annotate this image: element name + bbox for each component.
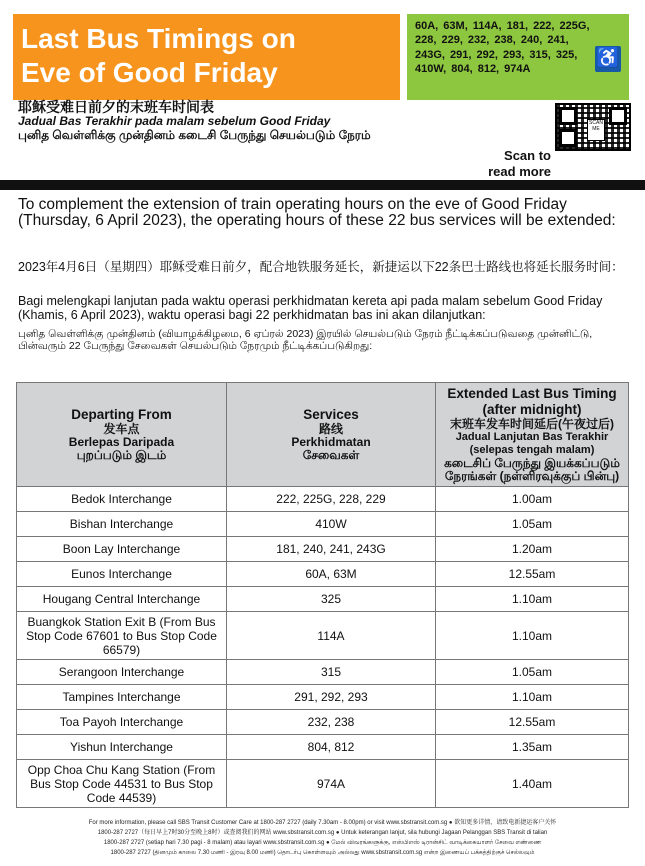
timings-table [16,382,629,808]
qr-caption [471,148,551,180]
title-line-1: Last Bus Timings on [21,23,296,54]
services-cell: 315 [227,660,436,685]
services-cell: 291, 292, 293 [227,685,436,710]
qr-finder-icon [559,107,577,125]
header-ta: சேவைகள் [302,448,360,462]
services-cell: 222, 225G, 228, 229 [227,487,436,512]
route-list: 60A, 63M, 114A, 181, 222, 225G, 228, 229, 232, 238, 240, 241, 243G, 291, 292, 293, 315, 325, 410W, 804, 812, 974A [415,20,590,75]
header-timing [436,383,629,487]
title-line-2: Eve of Good Friday [21,57,278,88]
timing-cell: 1.05am [436,512,629,537]
timing-cell: 1.20am [436,537,629,562]
table-row [17,512,629,537]
timing-cell: 1.00am [436,487,629,512]
services-cell: 325 [227,587,436,612]
departing-from-cell: Boon Lay Interchange [17,537,227,562]
header-cn: 发车点 [103,422,140,436]
services-cell: 60A, 63M [227,562,436,587]
timing-cell: 1.40am [436,760,629,808]
qr-code[interactable] [555,103,631,151]
header-cn: 末班车发车时间延后(午夜过后) [450,417,614,431]
header-en: Extended Last Bus Timing (after midnight) [447,386,617,417]
timing-cell: 1.10am [436,685,629,710]
intro-malay: Bagi melengkapi lanjutan pada waktu operasi perkhidmatan kereta api pada malam sebelum Good Friday (Khamis, 6 April 2023), waktu operasi bagi 22 perkhidmatan bas ini akan dilanjutkan: [18,294,603,322]
header-ms: Berlepas Daripada [68,435,175,449]
scan-me-badge: SCAN ME [587,119,605,141]
header-cn: 路线 [318,422,343,436]
table-row [17,760,629,808]
header-en: Departing From [71,407,172,422]
table-row [17,487,629,512]
departing-from-cell: Hougang Central Interchange [17,587,227,612]
qr-finder-icon [609,107,627,125]
table-row [17,537,629,562]
table-body [17,487,629,808]
timing-cell: 1.05am [436,660,629,685]
intro-english: To complement the extension of train operating hours on the eve of Good Friday (Thursday, 6 April 2023), the operating hours of these 22 bus services will be extended: [18,196,616,229]
table-row [17,562,629,587]
table-header-row [17,383,629,487]
header-en: Services [303,407,359,422]
timing-cell: 1.10am [436,587,629,612]
timing-cell: 12.55am [436,562,629,587]
departing-from-cell: Serangoon Interchange [17,660,227,685]
table-row [17,685,629,710]
services-cell: 974A [227,760,436,808]
subtitles [18,100,371,142]
subtitle-tamil: புனித வெள்ளிக்கு முன்தினம் கடைசி பேருந்து செயல்படும் நேரம் [18,128,371,142]
timing-cell: 1.10am [436,612,629,660]
footer-line-3: 1800-287 2727 (setiap hari 7.30 pagi - 8 malam) atau layari www.sbstransit.com.sg ● மேல் விவரங்களுக்கு, எஸ்பிஎஸ் டிரான்சிட் வாடிக்கையாளர் சேவை எண்ணை [103,840,542,846]
services-cell: 181, 240, 241, 243G [227,537,436,562]
timing-cell: 12.55am [436,710,629,735]
departing-from-cell: Tampines Interchange [17,685,227,710]
header-ta: புறப்படும் இடம் [76,448,167,462]
qr-caption-line-2: read more [488,164,551,179]
services-cell: 114A [227,612,436,660]
qr-finder-icon [559,129,577,147]
departing-from-cell: Bedok Interchange [17,487,227,512]
services-cell: 410W [227,512,436,537]
timing-cell: 1.35am [436,735,629,760]
footer-line-1: For more information, please call SBS Transit Customer Care at 1800-287 2727 (daily 7.30am - 8.00pm) or visit www.sbstransit.com.sg ● 欲知更多详情，请致电新捷运客户关怀 [88,820,557,826]
departing-from-cell: Eunos Interchange [17,562,227,587]
wheelchair-icon: ♿ [595,46,621,72]
footer-line-4: 1800-287 2727 (தினமும் காலை 7.30 மணி - இரவு 8.00 மணி) தொடர்பு கொள்ளவும் அல்லது www.sbstransit.com.sg என்ற இணையப் பக்கத்திற்குச் செல்லவும் [110,850,535,856]
table-row [17,612,629,660]
subtitle-malay: Jadual Bas Terakhir pada malam sebelum Good Friday [18,114,331,128]
table-row [17,735,629,760]
departing-from-cell: Yishun Interchange [17,735,227,760]
qr-caption-line-1: Scan to [504,148,551,163]
divider-bar [0,180,645,190]
services-cell: 804, 812 [227,735,436,760]
header-ms: Perkhidmatan [291,435,371,449]
table-row [17,660,629,685]
subtitle-chinese: 耶稣受难日前夕的末班车时间表 [18,99,214,115]
table-row [17,587,629,612]
services-cell: 232, 238 [227,710,436,735]
header-departing-from [17,383,227,487]
footer-contact [16,818,629,858]
departing-from-cell: Buangkok Station Exit B (From Bus Stop Code 67601 to Bus Stop Code 66579) [17,612,227,660]
departing-from-cell: Bishan Interchange [17,512,227,537]
footer-line-2: 1800-287 2727（每日早上7时30分至晚上8时）或查阅我们的网站 www.sbstransit.com.sg ● Untuk keterangan lanjut, sila hubungi Jagaan Pelanggan SBS Transit di talian [97,830,548,836]
intro-tamil: புனித வெள்ளிக்கு முன்தினம் (வியாழக்கிழமை, 6 ஏப்ரல் 2023) இரயில் செயல்படும் நேரம் நீட்டிக்கப்படுவதை முன்னிட்டு, பின்வரும் 22 பேருந்து சேவைகள் செயல்படும் நேரமும் நீட்டிக்கப்படுகிறது: [18,328,593,352]
table-row [17,710,629,735]
routes-panel [407,14,629,100]
header-ta: கடைசிப் பேருந்து இயக்கப்படும் நேரங்கள் (நள்ளிரவுக்குப் பின்பு) [444,456,620,483]
departing-from-cell: Opp Choa Chu Kang Station (From Bus Stop Code 44531 to Bus Stop Code 44539) [17,760,227,808]
title-banner [13,14,400,100]
header-ms: Jadual Lanjutan Bas Terakhir (selepas tengah malam) [455,431,609,456]
header-services [227,383,436,487]
intro-chinese: 2023年4月6日（星期四）耶稣受难日前夕，配合地铁服务延长，新捷运以下22条巴士路线也将延长服务时间： [18,260,624,274]
departing-from-cell: Toa Payoh Interchange [17,710,227,735]
